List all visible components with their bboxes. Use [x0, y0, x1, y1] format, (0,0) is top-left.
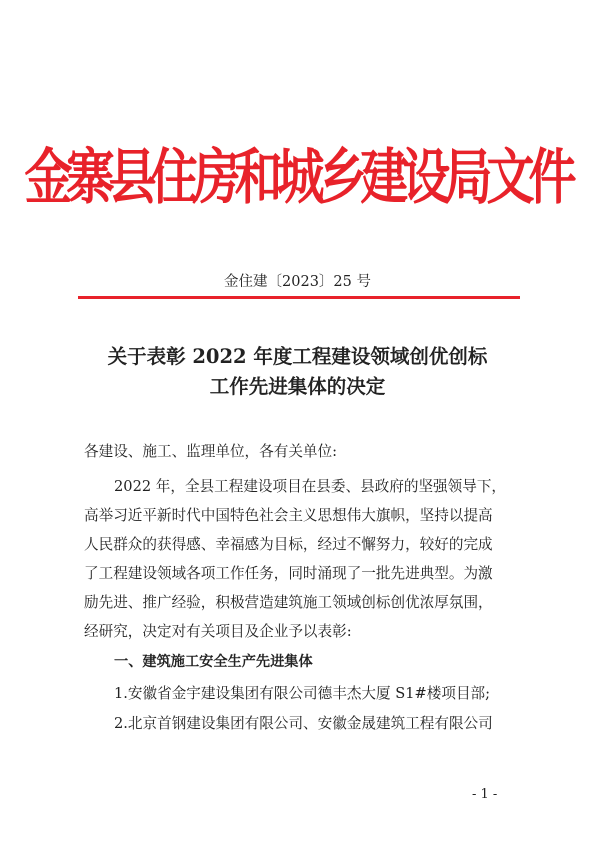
paragraph-line: 人民群众的获得感、幸福感为目标，经过不懈努力，较好的完成	[84, 536, 493, 553]
red-divider-line	[78, 296, 520, 299]
paragraph-line: 经研究，决定对有关项目及企业予以表彰:	[84, 623, 352, 640]
document-number: 金住建〔2023〕25 号	[224, 274, 371, 290]
paragraph-line: 2022 年，全县工程建设项目在县委、县政府的坚强领导下，	[114, 478, 507, 495]
paragraph-line: 励先进、推广经验，积极营造建筑施工领域创标创优浓厚氛围，	[84, 594, 493, 611]
paragraph-line: 高举习近平新时代中国特色社会主义思想伟大旗帜，坚持以提高	[84, 507, 493, 524]
salutation: 各建设、施工、监理单位，各有关单位:	[84, 443, 338, 460]
issuer-header-title: 金寨县住房和城乡建设局文件	[24, 143, 571, 213]
section-heading: 一、建筑施工安全生产先进集体	[114, 654, 313, 670]
paragraph-line: 了工程建设领域各项工作任务，同时涌现了一批先进典型。为激	[84, 565, 493, 582]
list-item: 2.北京首钢建设集团有限公司、安徽金晟建筑工程有限公司	[114, 715, 493, 732]
document-title-line-2: 工作先进集体的决定	[209, 375, 386, 398]
list-item: 1.安徽省金宇建设集团有限公司德丰杰大厦 S1#楼项目部;	[114, 685, 491, 702]
page-number: - 1 -	[472, 787, 498, 802]
document-title-line-1: 关于表彰 2022 年度工程建设领域创优创标	[107, 345, 488, 368]
